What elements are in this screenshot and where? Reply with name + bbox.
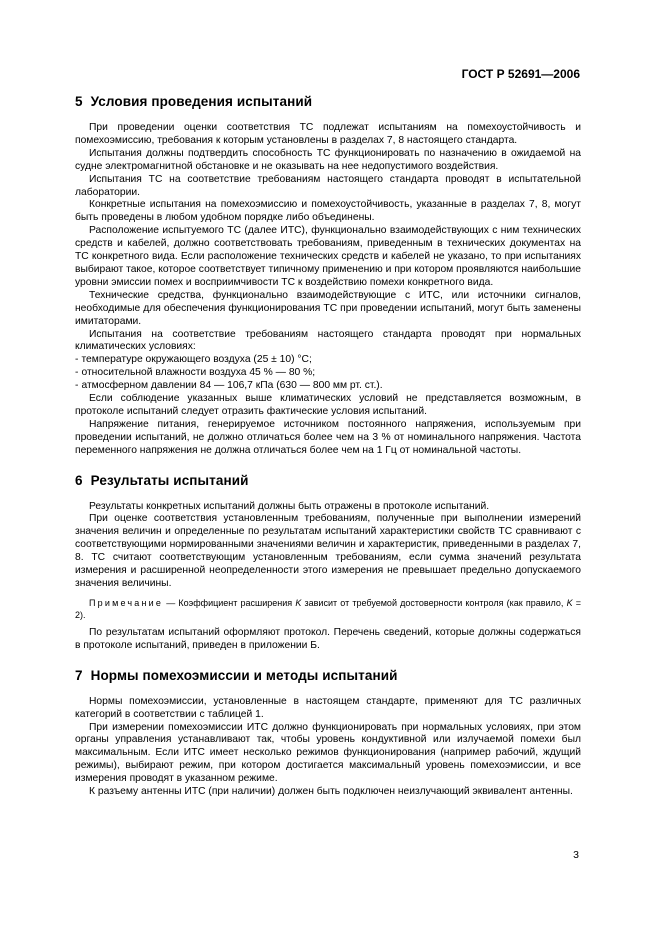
note-label: Примечание [89, 597, 164, 608]
paragraph: При проведении оценки соответствия ТС подлежат испытаниям на помехоустойчивость и помехоэмиссию, требования к которым установлены в разделах 7, 8 настоящего стандарта. [75, 122, 581, 146]
paragraph: Расположение испытуемого ТС (далее ИТС), функционально взаимодействующих с ним технических средств и кабелей, должно соответствовать требованиям, приведенным в технических документах на ТС конкретного вида. Если расположение технических средств и кабелей не указано, то при испытаниях выбирают такое, которое соответствует типичному применению и при котором проявляются наибольшие уровни эмиссии помех и восприимчивости ТС к воздействию помехи конкретного вида. [75, 225, 581, 288]
list-item: - температуре окружающего воздуха (25 ± 10) °С; [75, 354, 312, 366]
paragraph: Напряжение питания, генерируемое источником постоянного напряжения, используемым при проведении испытаний, не должно отличаться более чем на 3 % от номинального напряжения. Частота переменного напряжения не должна отличаться более чем на 1 Гц от номинальной частоты. [75, 418, 581, 456]
section-title: Нормы помехоэмиссии и методы испытаний [90, 667, 398, 683]
document-body [75, 93, 581, 799]
note: Примечание — Коэффициент расширения K зависит от требуемой достоверности контроля (как правило, K = 2). [75, 597, 581, 620]
list-item: - атмосферном давлении 84 — 106,7 кПа (630 — 800 мм рт. ст.). [75, 380, 383, 392]
paragraph: Испытания должны подтвердить способность ТС функционировать по назначению в ожидаемой на судне электромагнитной обстановке и не оказывать на нее недопустимого воздействия. [75, 147, 581, 172]
paragraph: Нормы помехоэмиссии, установленные в настоящем стандарте, применяют для ТС различных категорий в соответствии с таблицей 1. [75, 695, 581, 720]
paragraph: Испытания на соответствие требованиям настоящего стандарта проводят при нормальных климатических условиях: [75, 328, 581, 353]
paragraph: При измерении помехоэмиссии ИТС должно функционировать при нормальных условиях, при этом органы управления устанавливают так, чтобы уровень кондуктивной или излучаемой помехи был максимальным. Если ИТС имеет несколько режимов функционирования (например рабочий, ждущий режимы), выбирают режим, при котором достигается максимальный уровень помехоэмиссии, и все измерения проводят в указанном режиме. [75, 721, 581, 785]
standard-header: ГОСТ Р 52691—2006 [461, 67, 580, 81]
section-5-heading [75, 93, 581, 110]
section-number: 6 [75, 472, 83, 488]
paragraph: По результатам испытаний оформляют протокол. Перечень сведений, которые должны содержаться в протоколе испытаний, приведен в приложении Б. [75, 626, 581, 651]
paragraph: При оценке соответствия установленным требованиям, полученные при выполнении измерений значения величин и определенные по результатам испытаний характеристики свойств ТС сравнивают с соответствующими нормированными значениями величин и характеристик, приведенными в разделах 7, 8. ТС считают соответствующим установленным требованиям, если сумма значений результата измерения и расширенной неопределенности этого измерения не превышает предельно допускаемого значения величины. [75, 513, 581, 589]
section-title: Результаты испытаний [90, 472, 249, 488]
section-title: Условия проведения испытаний [90, 94, 313, 109]
paragraph: Технические средства, функционально взаимодействующие с ИТС, или источники сигналов, необходимые для обеспечения функционирования ТС при проведении испытаний, могут быть заменены имитаторами. [75, 289, 581, 327]
paragraph: Результаты конкретных испытаний должны быть отражены в протоколе испытаний. [89, 500, 490, 512]
section-number: 7 [75, 667, 83, 683]
section-6-heading [75, 472, 581, 489]
section-7-heading [75, 667, 581, 684]
paragraph: К разъему антенны ИТС (при наличии) должен быть подключен неизлучающий эквивалент антенны. [89, 786, 573, 798]
section-number: 5 [75, 94, 83, 109]
paragraph: Испытания ТС на соответствие требованиям настоящего стандарта проводят в испытательной лаборатории. [75, 173, 581, 198]
list-item: - относительной влажности воздуха 45 % — 80 %; [75, 367, 316, 379]
paragraph: Конкретные испытания на помехоэмиссию и помехоустойчивость, указанные в разделах 7, 8, могут быть проведены в любом удобном порядке либо объединены. [75, 199, 581, 224]
paragraph: Если соблюдение указанных выше климатических условий не представляется возможным, в протоколе испытаний следует отразить фактические условия испытаний. [75, 393, 581, 417]
page-number: 3 [573, 849, 579, 861]
